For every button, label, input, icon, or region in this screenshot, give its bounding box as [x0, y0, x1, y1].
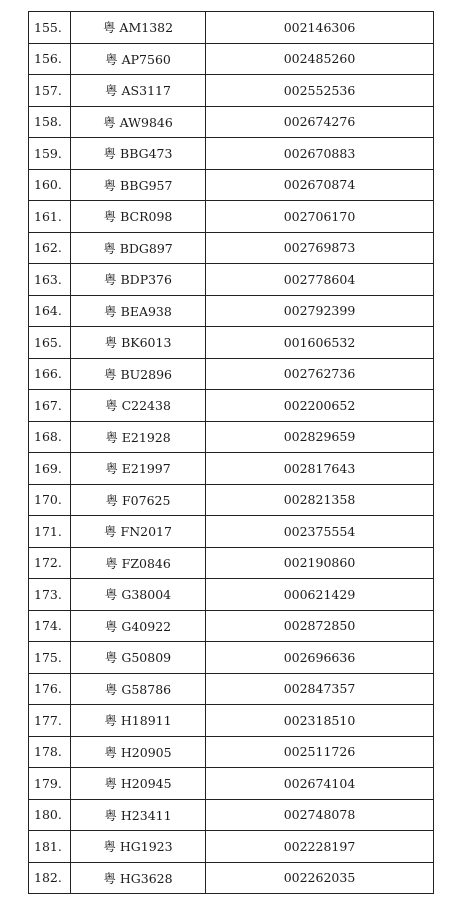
- record-code: 002552536: [283, 82, 356, 98]
- plate-number: 粤 C22438: [71, 390, 206, 421]
- table-row: [29, 485, 433, 517]
- table-row: [29, 390, 433, 422]
- row-number: 158.: [29, 107, 71, 138]
- table-row: [29, 705, 433, 737]
- plate-number: 粤 FZ0846: [71, 548, 206, 579]
- table-row: [29, 170, 433, 202]
- plate-number: 粤 BU2896: [71, 359, 206, 390]
- plate-number: 粤 BCR098: [71, 201, 206, 232]
- record-code: 002829659: [283, 429, 356, 445]
- plate-number: 粤 H23411: [71, 800, 206, 831]
- record-code: 002262035: [283, 870, 356, 886]
- table-row: [29, 737, 433, 769]
- row-number: 174.: [29, 611, 71, 642]
- record-code: 002318510: [283, 712, 356, 728]
- plate-number: 粤 H18911: [71, 705, 206, 736]
- row-number: 171.: [29, 516, 71, 547]
- table-row: [29, 138, 433, 170]
- plate-number: 粤 HG1923: [71, 831, 206, 862]
- table-row: [29, 12, 433, 44]
- plate-number: 粤 AM1382: [71, 12, 206, 43]
- row-number: 161.: [29, 201, 71, 232]
- row-number: 175.: [29, 642, 71, 673]
- row-number: 166.: [29, 359, 71, 390]
- row-number: 176.: [29, 674, 71, 705]
- table-row: [29, 611, 433, 643]
- table-row: [29, 44, 433, 76]
- table-row: [29, 579, 433, 611]
- record-code: 002769873: [283, 240, 356, 256]
- row-number: 179.: [29, 768, 71, 799]
- plate-number: 粤 G58786: [71, 674, 206, 705]
- table-row: [29, 642, 433, 674]
- row-number: 173.: [29, 579, 71, 610]
- table-row: [29, 75, 433, 107]
- row-number: 157.: [29, 75, 71, 106]
- vehicle-table: [28, 11, 434, 894]
- plate-number: 粤 BDG897: [71, 233, 206, 264]
- plate-number: 粤 BEA938: [71, 296, 206, 327]
- record-code: 002872850: [283, 618, 356, 634]
- row-number: 181.: [29, 831, 71, 862]
- row-number: 163.: [29, 264, 71, 295]
- row-number: 155.: [29, 12, 71, 43]
- row-number: 172.: [29, 548, 71, 579]
- table-row: [29, 264, 433, 296]
- record-code: 002748078: [283, 807, 356, 823]
- plate-number: 粤 F07625: [71, 485, 206, 516]
- table-row: [29, 800, 433, 832]
- plate-number: 粤 H20945: [71, 768, 206, 799]
- record-code: 002847357: [283, 681, 356, 697]
- table-row: [29, 516, 433, 548]
- record-code: 002674276: [283, 114, 356, 130]
- plate-number: 粤 BBG473: [71, 138, 206, 169]
- plate-number: 粤 AW9846: [71, 107, 206, 138]
- record-code: 002792399: [283, 303, 356, 319]
- record-code: 002817643: [283, 460, 356, 476]
- record-code: 002696636: [283, 649, 356, 665]
- record-code: 002674104: [283, 775, 356, 791]
- plate-number: 粤 G38004: [71, 579, 206, 610]
- plate-number: 粤 H20905: [71, 737, 206, 768]
- plate-number: 粤 G40922: [71, 611, 206, 642]
- row-number: 177.: [29, 705, 71, 736]
- row-number: 159.: [29, 138, 71, 169]
- table-row: [29, 107, 433, 139]
- record-code: 000621429: [283, 586, 356, 602]
- table-row: [29, 768, 433, 800]
- plate-number: 粤 BDP376: [71, 264, 206, 295]
- row-number: 170.: [29, 485, 71, 516]
- row-number: 178.: [29, 737, 71, 768]
- plate-number: 粤 BBG957: [71, 170, 206, 201]
- row-number: 156.: [29, 44, 71, 75]
- table-row: [29, 422, 433, 454]
- plate-number: 粤 HG3628: [71, 863, 206, 894]
- table-row: [29, 548, 433, 580]
- plate-number: 粤 BK6013: [71, 327, 206, 358]
- row-number: 168.: [29, 422, 71, 453]
- row-number: 165.: [29, 327, 71, 358]
- plate-number: 粤 G50809: [71, 642, 206, 673]
- row-number: 182.: [29, 863, 71, 894]
- row-number: 162.: [29, 233, 71, 264]
- table-row: [29, 201, 433, 233]
- record-code: 002778604: [283, 271, 356, 287]
- record-code: 002706170: [283, 208, 356, 224]
- row-number: 167.: [29, 390, 71, 421]
- record-code: 002146306: [283, 19, 356, 35]
- record-code: 002670874: [283, 177, 356, 193]
- table-row: [29, 863, 433, 895]
- plate-number: 粤 FN2017: [71, 516, 206, 547]
- table-row: [29, 453, 433, 485]
- table-row: [29, 296, 433, 328]
- record-code: 002190860: [283, 555, 356, 571]
- table-row: [29, 327, 433, 359]
- plate-number: 粤 AS3117: [71, 75, 206, 106]
- table-row: [29, 674, 433, 706]
- table-row: [29, 233, 433, 265]
- row-number: 164.: [29, 296, 71, 327]
- record-code: 002485260: [283, 51, 356, 67]
- plate-number: 粤 E21928: [71, 422, 206, 453]
- table-row: [29, 831, 433, 863]
- record-code: 002375554: [283, 523, 356, 539]
- row-number: 160.: [29, 170, 71, 201]
- row-number: 180.: [29, 800, 71, 831]
- record-code: 002821358: [283, 492, 356, 508]
- record-code: 002670883: [283, 145, 356, 161]
- record-code: 001606532: [283, 334, 356, 350]
- table-row: [29, 359, 433, 391]
- plate-number: 粤 AP7560: [71, 44, 206, 75]
- record-code: 002762736: [283, 366, 356, 382]
- record-code: 002511726: [283, 744, 356, 760]
- plate-number: 粤 E21997: [71, 453, 206, 484]
- record-code: 002228197: [283, 838, 356, 854]
- row-number: 169.: [29, 453, 71, 484]
- record-code: 002200652: [283, 397, 356, 413]
